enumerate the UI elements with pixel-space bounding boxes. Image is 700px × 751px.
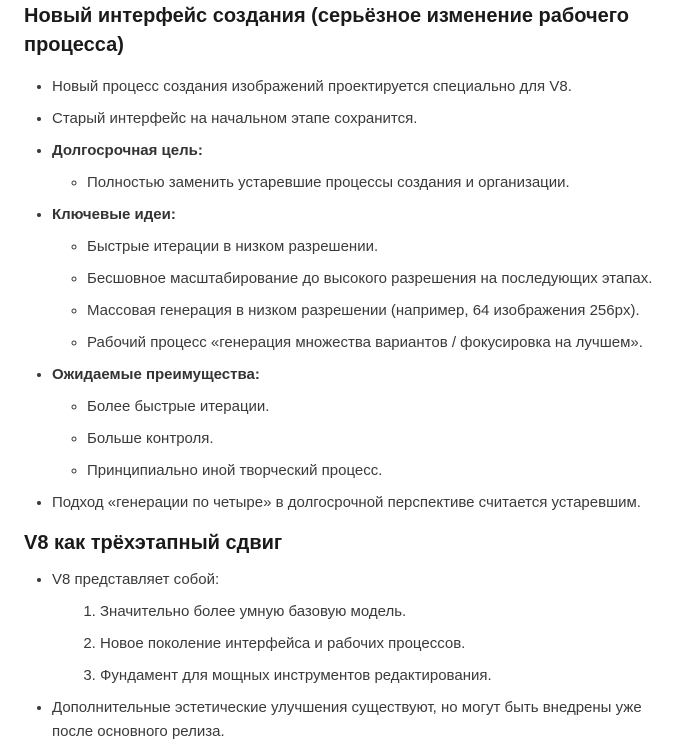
sub-list-item-text: Больше контроля.	[87, 430, 214, 447]
list-item-label: Долгосрочная цель:	[52, 142, 203, 159]
sub-list-item	[87, 459, 680, 483]
list-item-text: Подход «генерации по четыре» в долгосрочной перспективе считается устаревшим.	[52, 494, 641, 511]
list-item-text: Новый процесс создания изображений проектируется специально для V8.	[52, 78, 572, 95]
section-heading-v8-shift: V8 как трёхэтапный сдвиг	[24, 532, 283, 554]
sub-bullet-list	[52, 235, 680, 355]
list-item	[52, 107, 680, 131]
numbered-item	[100, 600, 680, 624]
list-item	[52, 75, 680, 99]
sub-list-item-text: Принципиально иной творческий процесс.	[87, 462, 383, 479]
numbered-item-text: Значительно более умную базовую модель.	[100, 603, 407, 620]
numbered-item-text: Фундамент для мощных инструментов редактирования.	[100, 667, 492, 684]
list-item-text: Старый интерфейс на начальном этапе сохранится.	[52, 110, 418, 127]
numbered-item	[100, 664, 680, 688]
sub-list-item-text: Бесшовное масштабирование до высокого разрешения на последующих этапах.	[87, 270, 653, 287]
sub-list-item	[87, 267, 680, 291]
sub-list-item-text: Быстрые итерации в низком разрешении.	[87, 238, 379, 255]
list-item-v8-represents	[52, 568, 680, 688]
numbered-list	[52, 600, 680, 688]
list-item-label: Ключевые идеи:	[52, 206, 176, 223]
sub-list-item	[87, 427, 680, 451]
sub-list-item-text: Более быстрые итерации.	[87, 398, 270, 415]
list-item-label: Ожидаемые преимущества:	[52, 366, 260, 383]
sub-list-item	[87, 331, 680, 355]
sub-bullet-list	[52, 171, 680, 195]
bullet-list-new-interface	[24, 75, 680, 515]
list-item-text: Дополнительные эстетические улучшения существуют, но могут быть внедрены уже после основного релиза.	[52, 699, 642, 740]
sub-bullet-list	[52, 395, 680, 483]
numbered-item-text: Новое поколение интерфейса и рабочих процессов.	[100, 635, 466, 652]
list-item	[52, 696, 680, 744]
list-item-text: V8 представляет собой:	[52, 571, 220, 588]
sub-list-item	[87, 395, 680, 419]
sub-list-item-text: Массовая генерация в низком разрешении (например, 64 изображения 256px).	[87, 302, 640, 319]
sub-list-item	[87, 171, 680, 195]
list-item-long-term-goal	[52, 139, 680, 195]
list-item	[52, 491, 680, 515]
sub-list-item	[87, 299, 680, 323]
list-item-expected-benefits	[52, 363, 680, 483]
list-item-key-ideas	[52, 203, 680, 355]
numbered-item	[100, 632, 680, 656]
sub-list-item	[87, 235, 680, 259]
sub-list-item-text: Полностью заменить устаревшие процессы создания и организации.	[87, 174, 570, 191]
sub-list-item-text: Рабочий процесс «генерация множества вариантов / фокусировка на лучшем».	[87, 334, 643, 351]
bullet-list-v8-shift	[24, 568, 680, 744]
section-heading-new-interface: Новый интерфейс создания (серьёзное изменение рабочего процесса)	[24, 5, 629, 56]
